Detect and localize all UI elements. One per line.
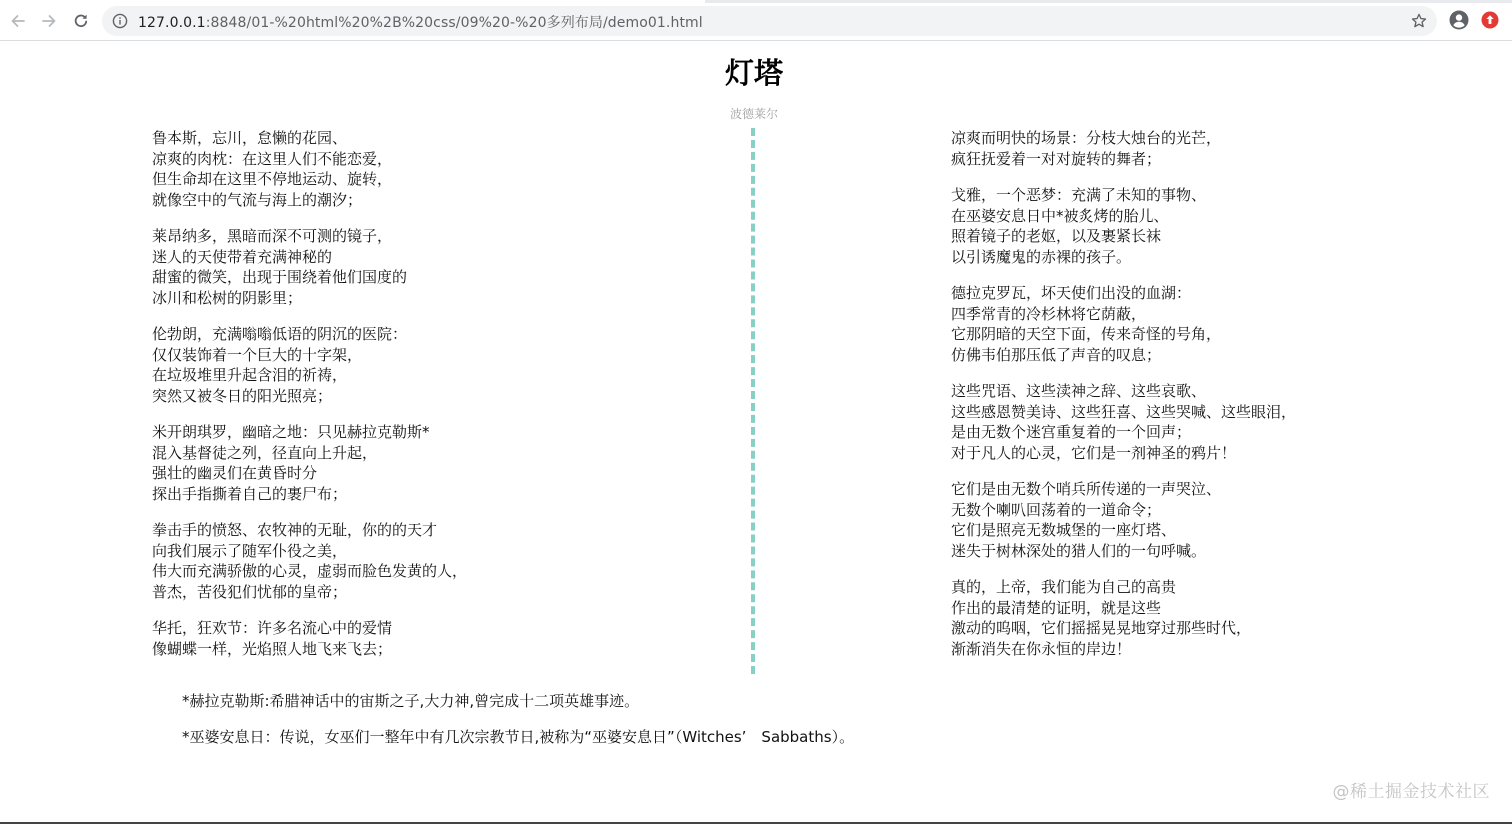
info-icon[interactable] bbox=[112, 13, 128, 29]
poem-line: 是由无数个迷宫重复着的一个回声； bbox=[951, 423, 1192, 441]
poem-line: 凉爽的肉枕：在这里人们不能恋爱， bbox=[152, 149, 393, 168]
address-bar[interactable] bbox=[102, 6, 1437, 36]
poem-title: 灯塔 bbox=[724, 56, 783, 90]
stanza bbox=[951, 381, 1491, 463]
stanza bbox=[951, 185, 1491, 267]
page-content bbox=[0, 41, 1512, 824]
poem-column-left bbox=[152, 128, 712, 675]
poem-line: 像蝴蝶一样，光焰照人地飞来飞去； bbox=[152, 639, 393, 658]
stanza bbox=[951, 479, 1491, 561]
footnotes bbox=[182, 691, 854, 763]
poem-line: 这些咒语、这些渎神之辞、这些哀歌、 bbox=[951, 382, 1207, 400]
active-tab[interactable] bbox=[0, 0, 705, 3]
profile-icon[interactable] bbox=[1449, 10, 1469, 30]
poem-line: 它们是照亮无数城堡的一座灯塔、 bbox=[951, 521, 1177, 539]
url-host: 127.0.0.1 bbox=[138, 15, 206, 31]
poem-line: 仅仅装饰着一个巨大的十字架， bbox=[152, 345, 363, 364]
url-path: :8848/01-%20html%20%2B%20css/09%20-%20多列布局/demo01.html bbox=[205, 15, 703, 31]
column-divider bbox=[751, 128, 755, 674]
poem-line: 激动的呜咽，它们摇摇晃晃地穿过那些时代， bbox=[951, 619, 1252, 637]
poem-line: 莱昂纳多，黑暗而深不可测的镜子， bbox=[152, 227, 393, 245]
poem-line: 仿佛韦伯那压低了声音的叹息； bbox=[951, 345, 1162, 364]
poem-line: 向我们展示了随军仆役之美， bbox=[152, 541, 348, 560]
poem-line: 强壮的幽灵们在黄昏时分 bbox=[152, 464, 318, 482]
poem-line: 它们是由无数个哨兵所传递的一声哭泣、 bbox=[951, 480, 1222, 498]
stanza bbox=[152, 226, 712, 308]
poem-line: 突然又被冬日的阳光照亮； bbox=[152, 386, 333, 405]
poem-line: 德拉克罗瓦，坏天使们出没的血湖： bbox=[951, 284, 1192, 302]
reload-icon bbox=[72, 12, 90, 30]
reload-button[interactable] bbox=[70, 10, 92, 32]
poem-line: 探出手指撕着自己的裹尸布； bbox=[152, 484, 348, 503]
poem-line: 作出的最清楚的证明，就是这些 bbox=[951, 598, 1162, 617]
forward-icon bbox=[40, 12, 58, 30]
watermark: @稀土掘金技术社区 bbox=[1332, 782, 1490, 802]
poem-line: 疯狂抚爱着一对对旋转的舞者； bbox=[951, 149, 1162, 168]
url-text[interactable] bbox=[138, 12, 703, 32]
poem-line: 冰川和松树的阴影里； bbox=[152, 288, 303, 307]
poem-line: 米开朗琪罗，幽暗之地：只见赫拉克勒斯* bbox=[152, 423, 430, 441]
bookmark-button[interactable] bbox=[1409, 11, 1429, 31]
poem-line: 普杰，苦役犯们忧郁的皇帝； bbox=[152, 582, 348, 601]
footnote: *赫拉克勒斯:希腊神话中的宙斯之子,大力神,曾完成十二项英雄事迹。 bbox=[182, 692, 640, 710]
poem-line: 伦勃朗，充满嗡嗡低语的阴沉的医院： bbox=[152, 325, 408, 343]
extension-icon[interactable] bbox=[1481, 11, 1499, 29]
poem-column-right bbox=[951, 128, 1491, 675]
browser-toolbar bbox=[0, 0, 1512, 41]
poem-line: 伟大而充满骄傲的心灵，虚弱而脸色发黄的人， bbox=[152, 562, 468, 580]
stanza bbox=[951, 128, 1491, 169]
poem-line: 真的，上帝，我们能为自己的高贵 bbox=[951, 578, 1177, 596]
poem-line: 甜蜜的微笑，出现于围绕着他们国度的 bbox=[152, 268, 408, 286]
poem-line: 凉爽而明快的场景：分枝大烛台的光芒， bbox=[951, 129, 1222, 147]
poem-line: 混入基督徒之列，径直向上升起， bbox=[152, 443, 378, 462]
stanza bbox=[152, 520, 712, 602]
poem-line: 在巫婆安息日中*被炙烤的胎儿、 bbox=[951, 206, 1169, 225]
poem-line: 拳击手的愤怒、农牧神的无耻，你的的天才 bbox=[152, 521, 438, 539]
poem-line: 四季常青的冷杉林将它荫蔽， bbox=[951, 304, 1147, 323]
poem-line: 照着镜子的老妪，以及裹紧长袜 bbox=[951, 227, 1162, 245]
poem-author: 波德莱尔 bbox=[729, 107, 778, 121]
stanza bbox=[152, 324, 712, 406]
poem-line: 华托，狂欢节：许多名流心中的爱情 bbox=[152, 619, 393, 637]
forward-button[interactable] bbox=[38, 10, 60, 32]
poem-line: 以引诱魔鬼的赤裸的孩子。 bbox=[951, 247, 1132, 266]
poem-line: 渐渐消失在你永恒的岸边！ bbox=[951, 639, 1132, 658]
poem-line: 在垃圾堆里升起含泪的祈祷， bbox=[152, 366, 348, 384]
poem-line: 迷失于树林深处的猎人们的一句呼喊。 bbox=[951, 541, 1207, 560]
poem-line: 无数个喇叭回荡着的一道命令； bbox=[951, 500, 1162, 519]
star-icon bbox=[1410, 12, 1428, 30]
poem-line: 对于凡人的心灵，它们是一剂神圣的鸦片！ bbox=[951, 443, 1237, 462]
stanza bbox=[152, 618, 712, 659]
poem-line: 这些感恩赞美诗、这些狂喜、这些哭喊、这些眼泪， bbox=[951, 402, 1297, 421]
back-icon bbox=[9, 12, 27, 30]
stanza bbox=[951, 283, 1491, 365]
stanza bbox=[152, 128, 712, 210]
poem-line: 就像空中的气流与海上的潮汐； bbox=[152, 190, 363, 209]
stanza bbox=[951, 577, 1491, 659]
poem-line: 但生命却在这里不停地运动、旋转， bbox=[152, 170, 393, 188]
poem-line: 鲁本斯，忘川，怠懒的花园、 bbox=[152, 129, 348, 147]
back-button[interactable] bbox=[7, 10, 29, 32]
poem-line: 戈雅，一个恶梦：充满了未知的事物、 bbox=[951, 186, 1207, 204]
poem-line: 它那阴暗的天空下面，传来奇怪的号角， bbox=[951, 325, 1222, 343]
footnote: *巫婆安息日：传说，女巫们一整年中有几次宗教节日,被称为“巫婆安息日”（Witches’ Sabbaths）。 bbox=[182, 728, 855, 746]
tab-strip bbox=[0, 0, 1512, 3]
stanza bbox=[152, 422, 712, 504]
poem-line: 迷人的天使带着充满神秘的 bbox=[152, 247, 333, 266]
